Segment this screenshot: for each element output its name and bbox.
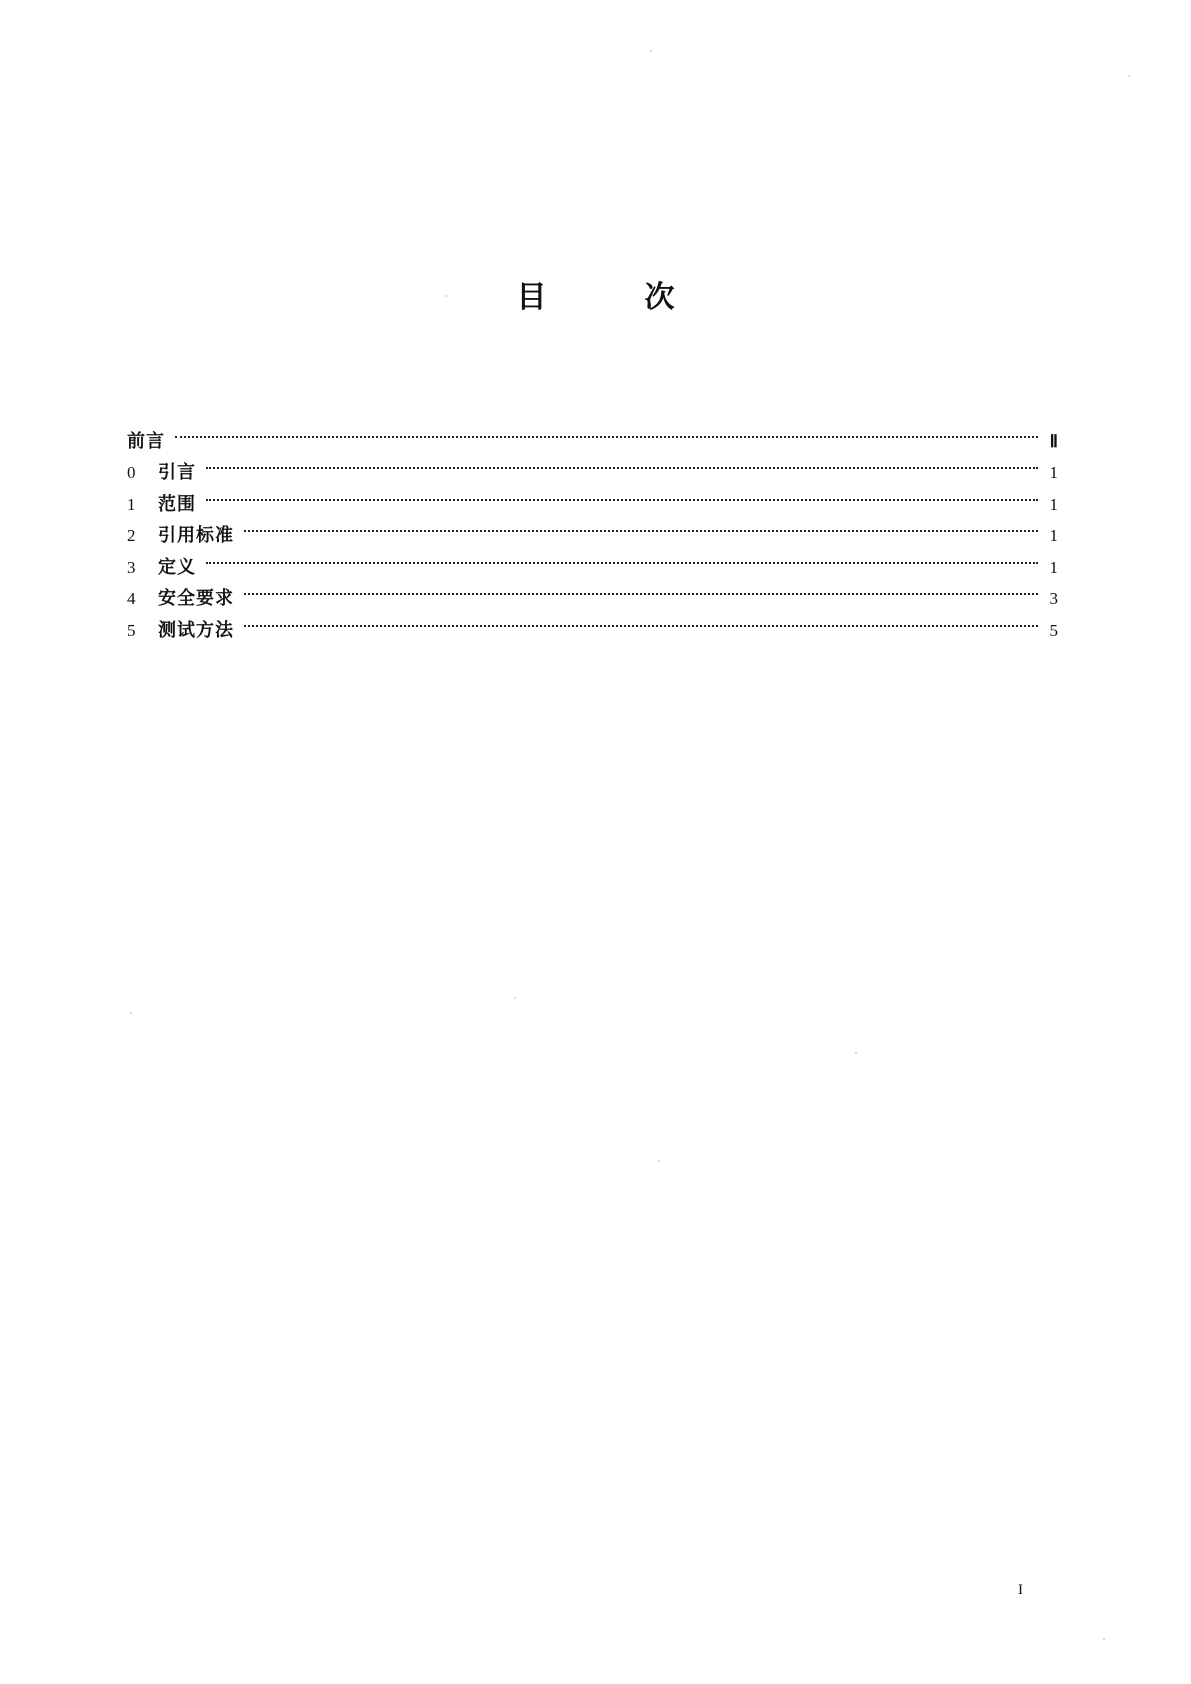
toc-dot-leader	[175, 415, 1044, 447]
toc-entry-title: 前言	[127, 430, 165, 452]
scan-speck	[445, 295, 447, 297]
toc-entry-page: Ⅱ	[1049, 431, 1058, 451]
toc-entry-title: 范围	[158, 493, 196, 515]
toc-entry-normative-references[interactable]	[127, 510, 1058, 546]
toc-entry-number: 4	[127, 589, 136, 608]
toc-entry-page: 3	[1049, 589, 1058, 608]
toc-entry-introduction[interactable]	[127, 447, 1058, 483]
scan-speck	[650, 50, 652, 52]
toc-entry-safety-requirements[interactable]	[127, 573, 1058, 609]
toc-entry-title: 测试方法	[158, 619, 234, 641]
toc-entry-number: 1	[127, 494, 136, 514]
toc-entry-foreword[interactable]	[127, 415, 1058, 452]
toc-entry-page: 1	[1049, 557, 1058, 577]
toc-entry-title: 定义	[158, 556, 196, 578]
toc-entry-scope[interactable]	[127, 478, 1058, 515]
scan-speck	[1128, 75, 1130, 77]
toc-entry-page: 5	[1049, 620, 1058, 640]
scan-speck	[1103, 1638, 1105, 1640]
toc-entry-number: 3	[127, 557, 136, 577]
toc-dot-leader	[244, 510, 1044, 542]
toc-dot-leader	[206, 478, 1044, 510]
toc-entry-title: 引言	[158, 462, 196, 483]
table-of-contents	[127, 415, 1058, 641]
toc-dot-leader	[206, 447, 1044, 479]
toc-entry-page: 1	[1049, 463, 1058, 482]
toc-entry-test-methods[interactable]	[127, 604, 1058, 641]
title-char-1: 目	[516, 280, 547, 315]
toc-entry-number: 2	[127, 526, 136, 545]
toc-entry-page: 1	[1049, 526, 1058, 545]
page-title	[0, 272, 1191, 316]
scan-speck	[855, 1052, 857, 1054]
toc-dot-leader	[244, 573, 1044, 605]
toc-entry-title: 安全要求	[158, 588, 234, 609]
toc-dot-leader	[206, 541, 1044, 573]
scan-speck	[514, 997, 516, 999]
toc-entry-number: 5	[127, 620, 136, 640]
title-char-2: 次	[644, 280, 675, 315]
toc-entry-page: 1	[1049, 494, 1058, 514]
toc-dot-leader	[244, 604, 1044, 636]
scan-speck	[658, 1160, 660, 1162]
toc-entry-title: 引用标准	[158, 525, 234, 546]
toc-entry-definitions[interactable]	[127, 541, 1058, 578]
scan-speck	[130, 1012, 132, 1014]
page-number: I	[1018, 1582, 1023, 1598]
toc-entry-number: 0	[127, 463, 136, 482]
